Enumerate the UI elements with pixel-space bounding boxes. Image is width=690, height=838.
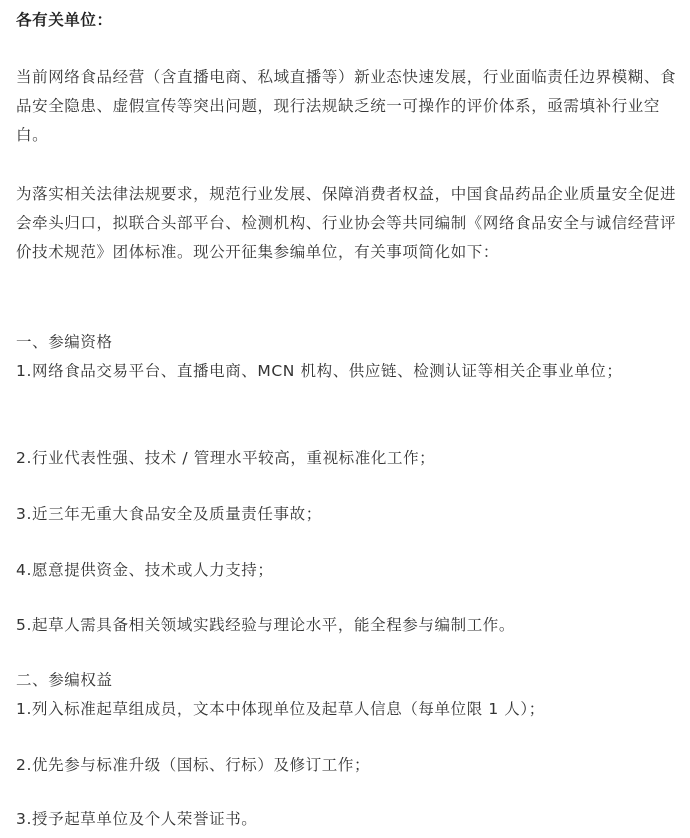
section1-item-2: 2.行业代表性强、技术 / 管理水平较高，重视标准化工作；: [16, 449, 436, 467]
salutation: 各有关单位：: [16, 11, 113, 29]
section1-item-4: 4.愿意提供资金、技术或人力支持；: [16, 561, 274, 579]
section1-item-5: 5.起草人需具备相关领域实践经验与理论水平，能全程参与编制工作。: [16, 616, 515, 634]
intro-paragraph: 当前网络食品经营（含直播电商、私域直播等）新业态快速发展，行业面临责任边界模糊、食品安全隐患、虚假宣传等突出问题，现行法规缺乏统一可操作的评价体系，亟需填补行业空白。: [16, 68, 677, 144]
section2-item-3: 3.授予起草单位及个人荣誉证书。: [16, 810, 258, 828]
purpose-paragraph: 为落实相关法律法规要求，规范行业发展、保障消费者权益，中国食品药品企业质量安全促进会牵头归口，拟联合头部平台、检测机构、行业协会等共同编制《网络食品安全与诚信经营评价技术规范》团体标准。现公开征集参编单位，有关事项简化如下：: [16, 185, 677, 261]
section1-item-1: 1.网络食品交易平台、直播电商、MCN 机构、供应链、检测认证等相关企事业单位；: [16, 362, 623, 380]
section2-item-1: 1.列入标准起草组成员，文本中体现单位及起草人信息（每单位限 1 人）；: [16, 700, 545, 718]
section1-item-3: 3.近三年无重大食品安全及质量责任事故；: [16, 505, 322, 523]
section1-heading: 一、参编资格: [16, 333, 113, 351]
section2-item-2: 2.优先参与标准升级（国标、行标）及修订工作；: [16, 756, 371, 774]
section2-heading: 二、参编权益: [16, 671, 113, 689]
